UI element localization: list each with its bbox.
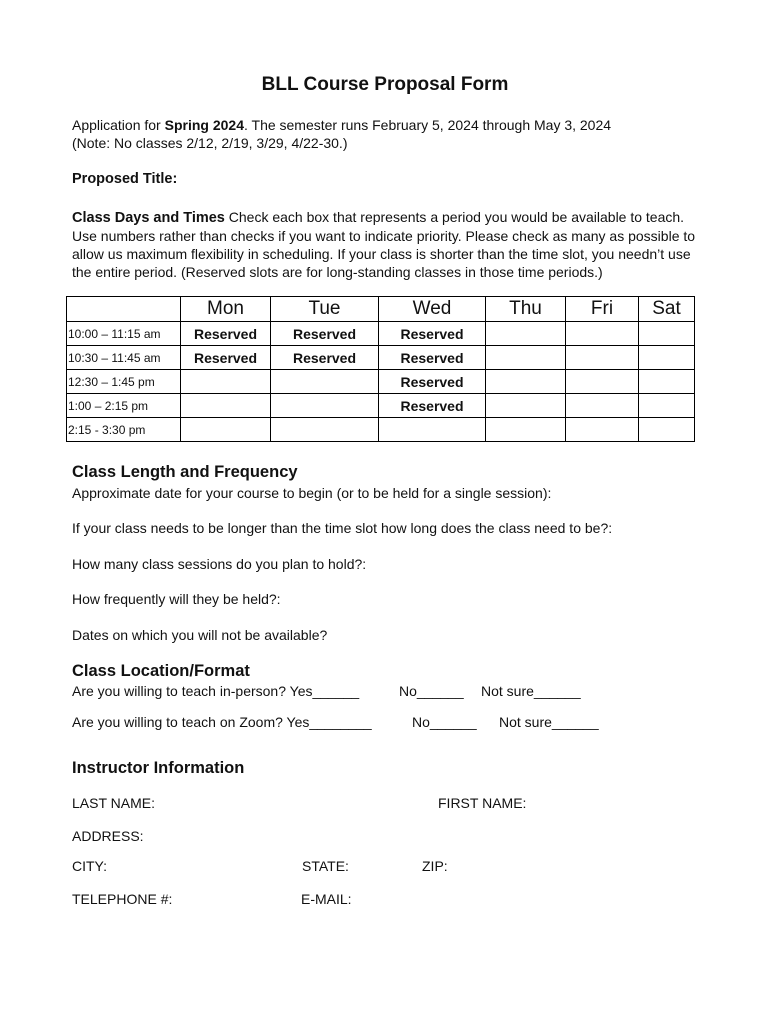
time-slot-label: 1:00 – 2:15 pm xyxy=(67,394,181,418)
email-label: E-MAIL: xyxy=(301,891,352,907)
day-header: Mon xyxy=(181,297,271,322)
zoom-question: Are you willing to teach on Zoom? Yes________ xyxy=(72,714,372,730)
schedule-row xyxy=(67,322,695,346)
inperson-not-sure: Not sure______ xyxy=(481,683,581,699)
schedule-cell[interactable] xyxy=(181,394,271,418)
schedule-row xyxy=(67,394,695,418)
class-days-paragraph xyxy=(72,208,698,281)
time-slot-label: 2:15 - 3:30 pm xyxy=(67,418,181,442)
intro-prefix: Application for xyxy=(72,117,165,133)
zoom-no: No______ xyxy=(412,714,477,730)
time-slot-label: 10:00 – 11:15 am xyxy=(67,322,181,346)
instructor-info-heading: Instructor Information xyxy=(72,759,245,777)
schedule-cell[interactable] xyxy=(486,370,566,394)
telephone-label: TELEPHONE #: xyxy=(72,891,173,907)
schedule-cell: Reserved xyxy=(379,370,486,394)
schedule-cell: Reserved xyxy=(271,322,379,346)
address-label: ADDRESS: xyxy=(72,828,144,844)
form-title: BLL Course Proposal Form xyxy=(261,74,509,95)
unavailable-dates-question: Dates on which you will not be available? xyxy=(72,627,328,643)
schedule-cell[interactable] xyxy=(639,394,695,418)
schedule-cell[interactable] xyxy=(271,370,379,394)
proposed-title-label: Proposed Title: xyxy=(72,171,178,187)
sessions-question: How many class sessions do you plan to hold?: xyxy=(72,556,367,572)
schedule-cell[interactable] xyxy=(639,418,695,442)
schedule-cell: Reserved xyxy=(379,346,486,370)
schedule-cell: Reserved xyxy=(379,394,486,418)
schedule-table xyxy=(66,296,695,442)
schedule-cell[interactable] xyxy=(486,394,566,418)
class-length-heading: Class Length and Frequency xyxy=(72,463,298,481)
schedule-cell[interactable] xyxy=(566,418,639,442)
schedule-row xyxy=(67,418,695,442)
schedule-row xyxy=(67,346,695,370)
day-header: Sat xyxy=(639,297,695,322)
state-label: STATE: xyxy=(302,858,349,874)
zoom-not-sure: Not sure______ xyxy=(499,714,599,730)
schedule-cell[interactable] xyxy=(486,322,566,346)
inperson-question: Are you willing to teach in-person? Yes______ xyxy=(72,683,360,699)
longer-class-question: If your class needs to be longer than the time slot how long does the class need to be?: xyxy=(72,520,613,536)
intro-note: (Note: No classes 2/12, 2/19, 3/29, 4/22-30.) xyxy=(72,135,348,151)
inperson-no: No______ xyxy=(399,683,464,699)
schedule-header-row xyxy=(67,297,695,322)
frequency-question: How frequently will they be held?: xyxy=(72,591,281,607)
schedule-cell[interactable] xyxy=(639,322,695,346)
schedule-cell[interactable] xyxy=(639,346,695,370)
time-slot-label: 10:30 – 11:45 am xyxy=(67,346,181,370)
schedule-cell[interactable] xyxy=(379,418,486,442)
day-header: Wed xyxy=(379,297,486,322)
schedule-cell: Reserved xyxy=(181,322,271,346)
schedule-cell[interactable] xyxy=(271,418,379,442)
first-name-label: FIRST NAME: xyxy=(438,795,527,811)
schedule-cell[interactable] xyxy=(566,394,639,418)
schedule-cell[interactable] xyxy=(639,370,695,394)
class-days-instructions: Check each box that represents a period you would be available to teach. Use numbers rather than checks if you want to indicate priority. Please check as many as possible to allow us maximum flexibility in scheduling. If your class is shorter than the time slot, you needn’t use the entire period. (Reserved slots are for long-standing classes in those time periods.) xyxy=(72,209,696,280)
intro-term: Spring 2024 xyxy=(164,117,244,133)
class-days-heading: Class Days and Times xyxy=(72,210,225,226)
last-name-label: LAST NAME: xyxy=(72,795,155,811)
time-slot-label: 12:30 – 1:45 pm xyxy=(67,370,181,394)
schedule-row xyxy=(67,370,695,394)
day-header: Thu xyxy=(486,297,566,322)
schedule-corner-cell xyxy=(67,297,181,322)
schedule-cell[interactable] xyxy=(566,322,639,346)
intro-line xyxy=(72,117,611,133)
city-label: CITY: xyxy=(72,858,108,874)
intro-suffix: . The semester runs February 5, 2024 through May 3, 2024 xyxy=(243,117,612,133)
class-location-heading: Class Location/Format xyxy=(72,662,250,680)
day-header: Tue xyxy=(271,297,379,322)
day-header: Fri xyxy=(566,297,639,322)
schedule-cell: Reserved xyxy=(379,322,486,346)
schedule-cell[interactable] xyxy=(181,370,271,394)
schedule-cell: Reserved xyxy=(271,346,379,370)
schedule-cell[interactable] xyxy=(566,346,639,370)
schedule-cell[interactable] xyxy=(566,370,639,394)
start-date-question: Approximate date for your course to begin (or to be held for a single session): xyxy=(72,485,552,501)
zip-label: ZIP: xyxy=(422,858,448,874)
schedule-cell[interactable] xyxy=(181,418,271,442)
schedule-cell[interactable] xyxy=(486,418,566,442)
schedule-cell[interactable] xyxy=(271,394,379,418)
schedule-cell[interactable] xyxy=(486,346,566,370)
schedule-cell: Reserved xyxy=(181,346,271,370)
